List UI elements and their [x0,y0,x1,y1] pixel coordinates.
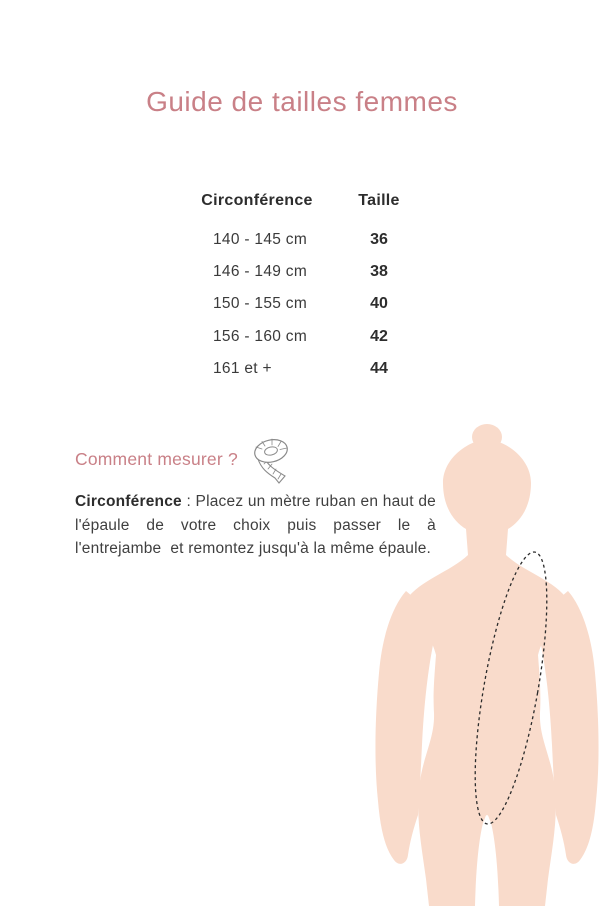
table-row [177,288,421,320]
table-row [177,256,421,288]
size-cell: 40 [370,295,388,313]
circumference-cell: 146 - 149 cm [213,263,308,281]
page-title: Guide de tailles femmes [146,86,458,117]
size-cell: 42 [370,327,388,345]
size-cell: 38 [370,263,388,281]
table-row [177,321,421,353]
circumference-cell: 156 - 160 cm [213,327,308,345]
size-table-header-row [177,184,421,218]
woman-silhouette [375,424,598,906]
circumference-cell: 161 et + [213,359,272,377]
measuring-tape-icon [251,437,297,486]
circumference-cell: 150 - 155 cm [213,295,308,313]
column-header-size: Taille [358,192,400,209]
size-cell: 44 [370,359,388,377]
size-cell: 36 [370,231,388,249]
measure-instructions-text: : Placez un mètre ruban en haut de l'épaule de votre choix puis passer le à l'entrejambe et remontez jusqu'à la même épaule. [75,493,436,557]
circumference-cell: 140 - 145 cm [213,231,308,249]
woman-silhouette-figure [372,415,604,906]
table-row [177,353,421,385]
column-header-circumference: Circonférence [201,192,313,209]
how-to-measure-heading: Comment mesurer ? [75,449,238,469]
measure-term: Circonférence [75,493,182,510]
size-table [177,184,421,385]
table-row [177,224,421,256]
